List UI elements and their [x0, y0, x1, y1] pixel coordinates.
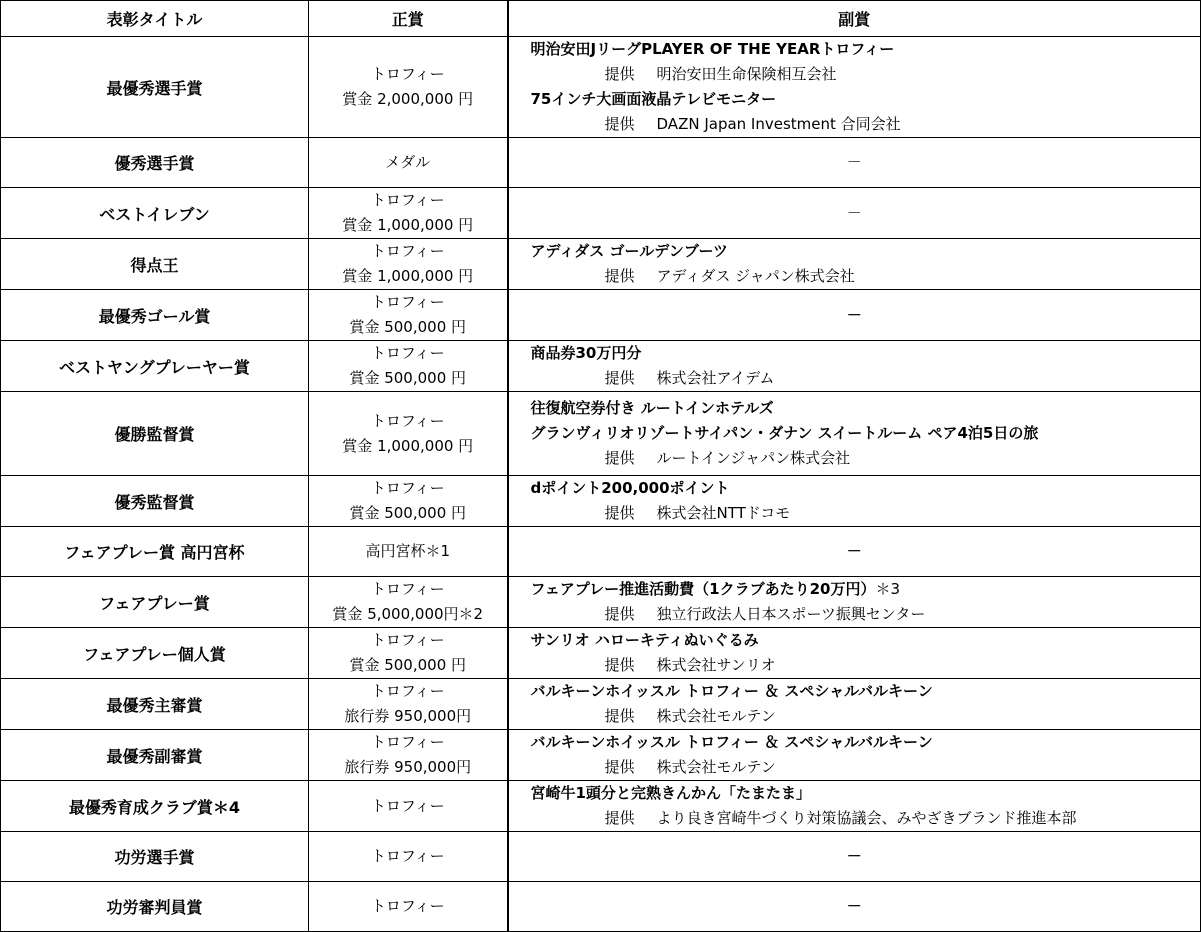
main-prize [309, 37, 508, 138]
sub-prize-item-text: 75インチ大画面液晶テレビモニター [530, 90, 777, 108]
sub-prize-provider [531, 704, 1201, 729]
sub-prize [508, 290, 1201, 341]
provider-label: 提供 [604, 449, 635, 467]
main-prize-line: トロフィー [370, 682, 445, 700]
table-row [1, 577, 1201, 628]
sub-prize-item-text: アディダス ゴールデンブーツ [530, 242, 728, 260]
sub-prize-item-text: グランヴィリオリゾートサイパン・ダナン スイートルーム ペア4泊5日の旅 [530, 424, 1039, 442]
sub-prize-item [531, 87, 1201, 112]
provider-name: 株式会社アイデム [656, 369, 775, 387]
sub-prize [508, 341, 1201, 392]
main-prize [309, 290, 508, 341]
sub-prize [508, 392, 1201, 476]
provider-label: 提供 [604, 65, 635, 83]
sub-prize-item-text: 商品券30万円分 [530, 344, 642, 362]
sub-prize-none: － [846, 847, 862, 865]
sub-prize [508, 628, 1201, 679]
sub-prize-provider [531, 264, 1201, 289]
sub-prize [508, 37, 1201, 138]
header-title: 表彰タイトル [1, 1, 309, 37]
sub-prize [508, 527, 1201, 577]
sub-prize-item [531, 577, 1201, 602]
table-row [1, 730, 1201, 781]
main-prize-line: 賞金 1,000,000 円 [342, 267, 474, 285]
provider-label: 提供 [604, 809, 635, 827]
sub-prize-item [531, 239, 1201, 264]
sub-prize [508, 577, 1201, 628]
main-prize-line: トロフィー [370, 897, 445, 915]
provider-name: アディダス ジャパン株式会社 [656, 267, 855, 285]
provider-label: 提供 [604, 115, 635, 133]
sub-prize-provider [531, 653, 1201, 678]
sub-prize-item-text: 往復航空券付き ルートインホテルズ [530, 399, 774, 417]
table-row [1, 832, 1201, 882]
award-title: フェアプレー個人賞 [1, 628, 309, 679]
main-prize [309, 476, 508, 527]
main-prize-line: トロフィー [370, 344, 445, 362]
sub-prize-item-text: バルキーンホイッスル トロフィー ＆ スペシャルバルキーン [530, 733, 933, 751]
award-title: 優秀選手賞 [1, 138, 309, 188]
provider-name: 株式会社サンリオ [656, 656, 776, 674]
main-prize [309, 527, 508, 577]
sub-prize [508, 781, 1201, 832]
sub-prize-item-text: サンリオ ハローキティぬいぐるみ [530, 631, 759, 649]
main-prize [309, 341, 508, 392]
sub-prize [508, 832, 1201, 882]
sub-prize [508, 476, 1201, 527]
main-prize-line: 賞金 5,000,000円＊2 [332, 605, 484, 623]
sub-prize-provider [531, 62, 1201, 87]
sub-prize-provider [531, 755, 1201, 780]
table-row [1, 527, 1201, 577]
sub-prize-provider [531, 602, 1201, 627]
main-prize-line: トロフィー [370, 65, 445, 83]
main-prize [309, 392, 508, 476]
sub-prize-none: － [846, 153, 862, 171]
provider-name: 株式会社NTTドコモ [656, 504, 791, 522]
sub-prize [508, 138, 1201, 188]
table-row [1, 392, 1201, 476]
main-prize-line: トロフィー [370, 580, 445, 598]
table-row [1, 679, 1201, 730]
main-prize [309, 882, 508, 932]
table-row [1, 341, 1201, 392]
main-prize-line: トロフィー [370, 479, 445, 497]
table-row [1, 138, 1201, 188]
main-prize-line: トロフィー [370, 796, 445, 815]
sub-prize-provider [531, 446, 1201, 471]
main-prize [309, 781, 508, 832]
provider-label: 提供 [604, 605, 635, 623]
provider-name: ルートインジャパン株式会社 [656, 449, 851, 467]
sub-prize-item [531, 396, 1201, 421]
sub-prize-item [531, 730, 1201, 755]
main-prize-line: 賞金 500,000 円 [349, 318, 467, 336]
main-prize [309, 730, 508, 781]
award-title: 最優秀選手賞 [1, 37, 309, 138]
sub-prize-provider [531, 806, 1201, 831]
sub-prize-item [531, 476, 1201, 501]
provider-label: 提供 [604, 758, 635, 776]
award-title: 得点王 [1, 239, 309, 290]
award-title: フェアプレー賞 高円宮杯 [1, 527, 309, 577]
award-title: 優秀監督賞 [1, 476, 309, 527]
main-prize-line: 賞金 1,000,000 円 [342, 436, 474, 455]
main-prize-line: 賞金 2,000,000 円 [342, 90, 474, 108]
table-row [1, 290, 1201, 341]
table-row [1, 37, 1201, 138]
sub-prize [508, 679, 1201, 730]
main-prize-line: 旅行券 950,000円 [344, 707, 472, 725]
sub-prize-provider [531, 112, 1201, 137]
main-prize-line: 賞金 500,000 円 [349, 504, 467, 522]
main-prize-line: トロフィー [370, 847, 445, 865]
main-prize-line: 賞金 1,000,000 円 [342, 216, 474, 234]
sub-prize-item [531, 628, 1201, 653]
main-prize-line: メダル [385, 153, 431, 171]
sub-prize-none: － [846, 203, 862, 222]
award-title: 最優秀主審賞 [1, 679, 309, 730]
main-prize [309, 188, 508, 239]
table-row [1, 239, 1201, 290]
sub-prize-none: － [846, 542, 862, 560]
table-row [1, 188, 1201, 239]
sub-prize-item [531, 421, 1201, 446]
main-prize-line: 旅行券 950,000円 [344, 758, 472, 776]
award-title: 優勝監督賞 [1, 392, 309, 476]
main-prize [309, 577, 508, 628]
provider-name: 明治安田生命保険相互会社 [656, 65, 837, 83]
table-row [1, 628, 1201, 679]
award-title: 最優秀育成クラブ賞＊4 [1, 781, 309, 832]
main-prize [309, 832, 508, 882]
table-row [1, 882, 1201, 932]
main-prize-line: 高円宮杯＊1 [365, 542, 451, 560]
award-title: ベストイレブン [1, 188, 309, 239]
award-title: 最優秀ゴール賞 [1, 290, 309, 341]
header-sub-prize: 副賞 [508, 1, 1201, 37]
award-title: 功労選手賞 [1, 832, 309, 882]
provider-name: 株式会社モルテン [656, 707, 776, 725]
header-main-prize: 正賞 [309, 1, 508, 37]
main-prize-line: トロフィー [370, 733, 445, 751]
main-prize-line: 賞金 500,000 円 [349, 656, 467, 674]
sub-prize [508, 188, 1201, 239]
main-prize-line: トロフィー [370, 191, 445, 209]
main-prize [309, 138, 508, 188]
provider-label: 提供 [604, 656, 635, 674]
main-prize-line: トロフィー [370, 631, 445, 649]
award-title: ベストヤングプレーヤー賞 [1, 341, 309, 392]
table-row [1, 476, 1201, 527]
provider-label: 提供 [604, 707, 635, 725]
sub-prize-item [531, 37, 1201, 62]
award-title: 功労審判員賞 [1, 882, 309, 932]
provider-label: 提供 [604, 267, 635, 285]
main-prize-line: トロフィー [370, 242, 445, 260]
award-title: 最優秀副審賞 [1, 730, 309, 781]
footnote-mark: ＊3 [875, 580, 901, 598]
provider-name: DAZN Japan Investment 合同会社 [656, 115, 901, 133]
sub-prize-item-text: 明治安田JリーグPLAYER OF THE YEARトロフィー [530, 40, 895, 58]
sub-prize-item [531, 341, 1201, 366]
provider-name: 独立行政法人日本スポーツ振興センター [656, 605, 926, 623]
sub-prize-item [531, 781, 1201, 806]
sub-prize-item-text: dポイント200,000ポイント [530, 479, 730, 497]
sub-prize-none: － [846, 305, 862, 324]
header-row [1, 1, 1201, 37]
sub-prize-none: － [846, 897, 862, 915]
sub-prize [508, 882, 1201, 932]
table-row [1, 781, 1201, 832]
main-prize-line: トロフィー [370, 411, 445, 430]
sub-prize [508, 239, 1201, 290]
sub-prize-provider [531, 366, 1201, 391]
provider-name: より良き宮崎牛づくり対策協議会、みやざきブランド推進本部 [656, 809, 1077, 827]
sub-prize-item [531, 679, 1201, 704]
provider-name: 株式会社モルテン [656, 758, 776, 776]
provider-label: 提供 [604, 369, 635, 387]
sub-prize [508, 730, 1201, 781]
award-title: フェアプレー賞 [1, 577, 309, 628]
sub-prize-item-text: フェアプレー推進活動費（1クラブあたり20万円） [530, 580, 876, 598]
main-prize-line: トロフィー [370, 293, 445, 311]
provider-label: 提供 [604, 504, 635, 522]
sub-prize-item-text: 宮崎牛1頭分と完熟きんかん「たまたま」 [530, 784, 811, 802]
sub-prize-item-text: バルキーンホイッスル トロフィー ＆ スペシャルバルキーン [530, 682, 933, 700]
main-prize [309, 628, 508, 679]
sub-prize-provider [531, 501, 1201, 526]
main-prize [309, 239, 508, 290]
main-prize [309, 679, 508, 730]
main-prize-line: 賞金 500,000 円 [349, 369, 467, 387]
